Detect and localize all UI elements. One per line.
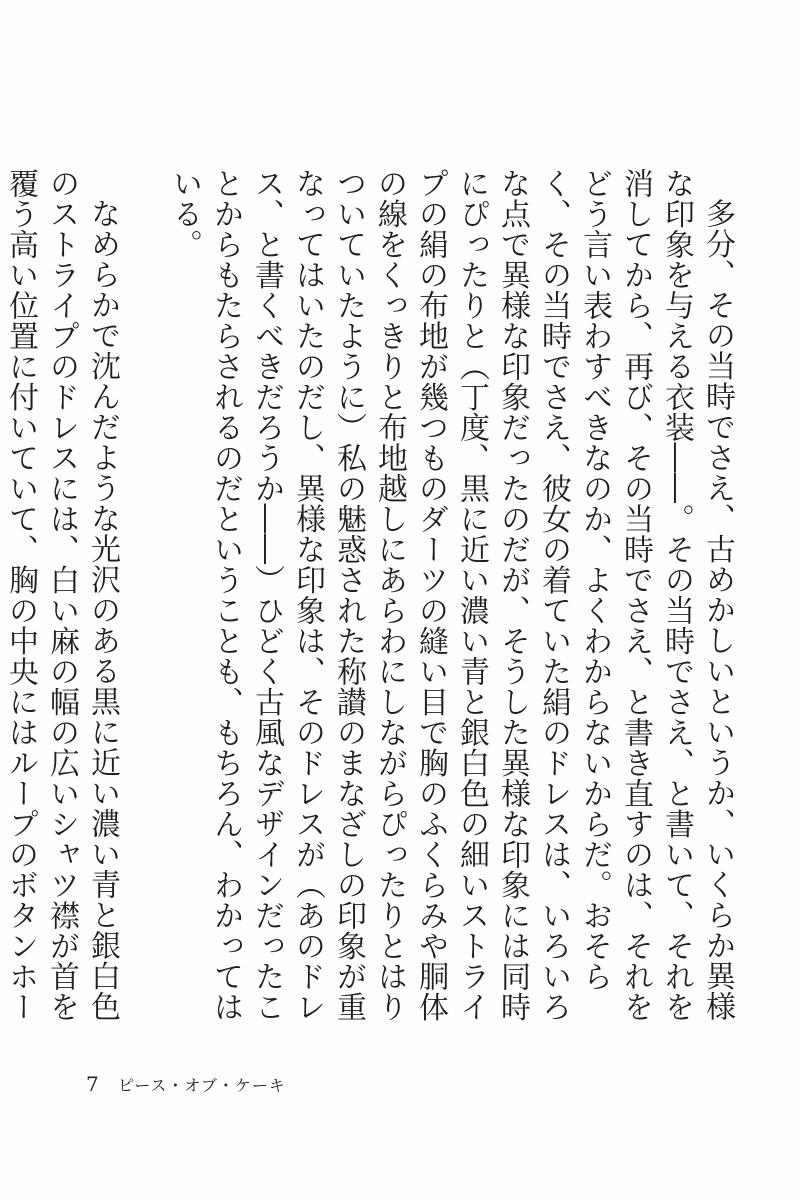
body-text bbox=[0, 168, 738, 1048]
paragraph-1: 多分、その当時でさえ、古めかしいというか、いくらか異様な印象を与える衣装――。その当時でさえ、と書いて、それを消してから、再び、その当時でさえ、と書き直すのは、それをどう言い表わすべきなのか、よくわからないからだ。おそらく、その当時でさえ、彼女の着ていた絹のドレスは、いろいろな点で異様な印象だったのだが、そうした異様な印象には同時にぴったりと（丁度、黒に近い濃い青と銀白色の細いストライプの絹の布地が幾つものダーツの縫い目で胸のふくらみや胴体の線をくっきりと布地越しにあらわにしながらぴったりとはりついていたように）私の魅惑された称讃のまなざしの印象が重なってはいたのだし、異様な印象は、そのドレスが（あのドレス、と書くべきだろうか――）ひどく古風なデザインだったことからもたらされるのだということも、もちろん、わかってはいる。 bbox=[167, 168, 735, 1022]
page-number: 7 bbox=[86, 1072, 99, 1096]
running-title: ピース・オブ・ケーキ bbox=[117, 1076, 286, 1095]
paragraph-2: なめらかで沈んだような光沢のある黒に近い濃い青と銀白色のストライプのドレスには、白い麻の幅の広いシャツ襟が首を覆う高い位置に付いていて、胸の中央にはループのボタンホー bbox=[3, 168, 120, 1022]
page-footer bbox=[86, 1072, 286, 1096]
